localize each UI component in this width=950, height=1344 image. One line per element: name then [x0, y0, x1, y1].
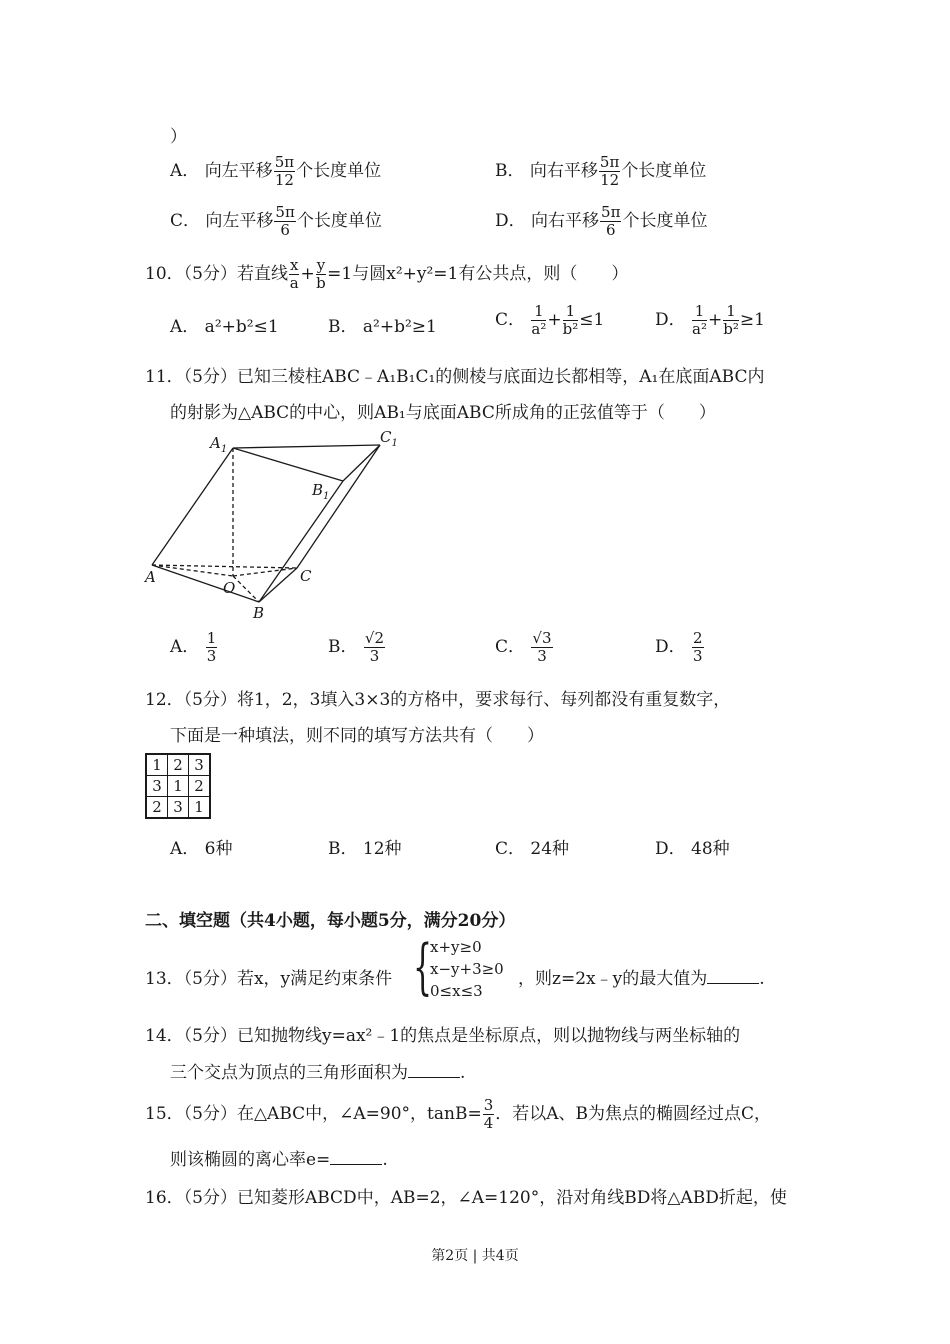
brace-icon: {: [413, 932, 433, 1002]
grid-cell: 3: [146, 776, 168, 797]
grid-cell: 2: [189, 776, 211, 797]
continuation-paren: ）: [170, 127, 187, 147]
q9-option-c: C． 向左平移 $\frac{5\pi}{6}$ 个长度单位: [170, 203, 382, 239]
grid-row: [146, 754, 210, 776]
q11-stem-line2: 的射影为△ABC的中心，则AB₁与底面ABC所成角的正弦值等于（ ）: [170, 403, 716, 423]
grid-cell: 2: [168, 754, 189, 776]
q11-option-d: D． $\frac{2}{3}$: [655, 629, 703, 665]
grid-cell: 1: [146, 754, 168, 776]
q15-stem-line1: 15．（5分）在△ABC中，∠A=90°，tanB= $\frac{3}{4}$ ．若以A、B为焦点的椭圆经过点C，: [145, 1096, 772, 1132]
answer-blank: [330, 1164, 382, 1165]
q12-option-d: D． 48种: [655, 839, 730, 859]
edge-a1c1: [233, 445, 380, 448]
q9-option-b: B． 向右平移 $\frac{5\pi}{12}$ 个长度单位: [495, 153, 707, 189]
label-o: O: [223, 579, 236, 597]
q10-option-d: D． $\frac{1}{\text{a²}}$ + $\frac{1}{\text{b²}}$ ≥1: [655, 302, 765, 338]
constraint-2: x−y+3≥0: [430, 960, 504, 978]
q11-option-c: C． $\frac{√3}{3}$: [495, 629, 552, 665]
q9-option-d: D． 向右平移 $\frac{5\pi}{6}$ 个长度单位: [495, 203, 708, 239]
label-b: B: [253, 604, 265, 622]
q12-stem-line2: 下面是一种填法，则不同的填写方法共有（ ）: [170, 726, 544, 746]
grid-cell: 2: [146, 797, 168, 819]
label-c: C: [300, 567, 312, 585]
constraint-1: x+y≥0: [430, 938, 482, 956]
q13-stem-tail: ，则z=2x﹣y的最大值为 .: [518, 969, 765, 989]
q12-option-c: C． 24种: [495, 839, 570, 859]
segment-ao: [152, 565, 233, 576]
grid-cell: 3: [168, 797, 189, 819]
q10-option-c: C． $\frac{1}{\text{a²}}$ + $\frac{1}{\text{b²}}$ ≤1: [495, 302, 605, 338]
grid-row: [146, 797, 210, 819]
q10-option-b: B． a²+b²≥1: [328, 317, 437, 337]
q14-stem-line2: 三个交点为顶点的三角形面积为 .: [170, 1063, 466, 1083]
label-b1: $B_1$: [312, 481, 330, 502]
q12-option-a: A． 6种: [170, 839, 233, 859]
q13-stem: 13．（5分）若x，y满足约束条件: [145, 969, 393, 989]
label-a: A: [145, 568, 156, 586]
edge-cc1: [297, 445, 380, 568]
q9-option-a: A． 向左平移 $\frac{5\pi}{12}$ 个长度单位: [170, 153, 382, 189]
prism-figure: [140, 428, 410, 623]
number-grid: [145, 753, 211, 819]
edge-b1c1: [343, 445, 380, 481]
grid-cell: 1: [168, 776, 189, 797]
edge-a1b1: [233, 448, 343, 481]
grid-row: [146, 776, 210, 797]
segment-oc: [233, 568, 297, 576]
q11-stem-line1: 11．（5分）已知三棱柱ABC﹣A₁B₁C₁的侧棱与底面边长都相等，A₁在底面ABC内: [145, 367, 765, 387]
constraint-system: [430, 936, 504, 1002]
edge-bc: [259, 568, 297, 602]
answer-blank: [707, 983, 759, 984]
q14-stem-line1: 14．（5分）已知抛物线y=ax²﹣1的焦点是坐标原点，则以抛物线与两坐标轴的: [145, 1026, 741, 1046]
constraint-3: 0≤x≤3: [430, 982, 483, 1000]
edge-aa1: [152, 448, 233, 565]
q10-stem: 10．（5分）若直线 $\frac{x}{a}$ + $\frac{y}{b}$ =1与圆x²+y²=1有公共点，则（ ）: [145, 256, 629, 292]
answer-blank: [408, 1077, 460, 1078]
label-c1: $C_1$: [380, 428, 398, 449]
q12-option-b: B． 12种: [328, 839, 402, 859]
q16-stem-line1: 16．（5分）已知菱形ABCD中，AB=2，∠A=120°，沿对角线BD将△ABD折起，使: [145, 1188, 787, 1208]
q15-stem-line2: 则该椭圆的离心率e= .: [170, 1150, 388, 1170]
q11-option-a: A． $\frac{1}{3}$: [170, 629, 217, 665]
label-a1: $A_1$: [210, 434, 228, 455]
q11-option-b: B． $\frac{√2}{3}$: [328, 629, 385, 665]
grid-cell: 1: [189, 797, 211, 819]
q12-stem-line1: 12．（5分）将1，2，3填入3×3的方格中，要求每行、每列都没有重复数字，: [145, 690, 731, 710]
edge-ab: [152, 565, 259, 602]
q10-option-a: A． a²+b²≤1: [170, 317, 279, 337]
section-heading: 二、填空题（共4小题，每小题5分，满分20分）: [145, 911, 516, 931]
page-footer: 第2页 | 共4页: [431, 1248, 519, 1264]
grid-cell: 3: [189, 754, 211, 776]
